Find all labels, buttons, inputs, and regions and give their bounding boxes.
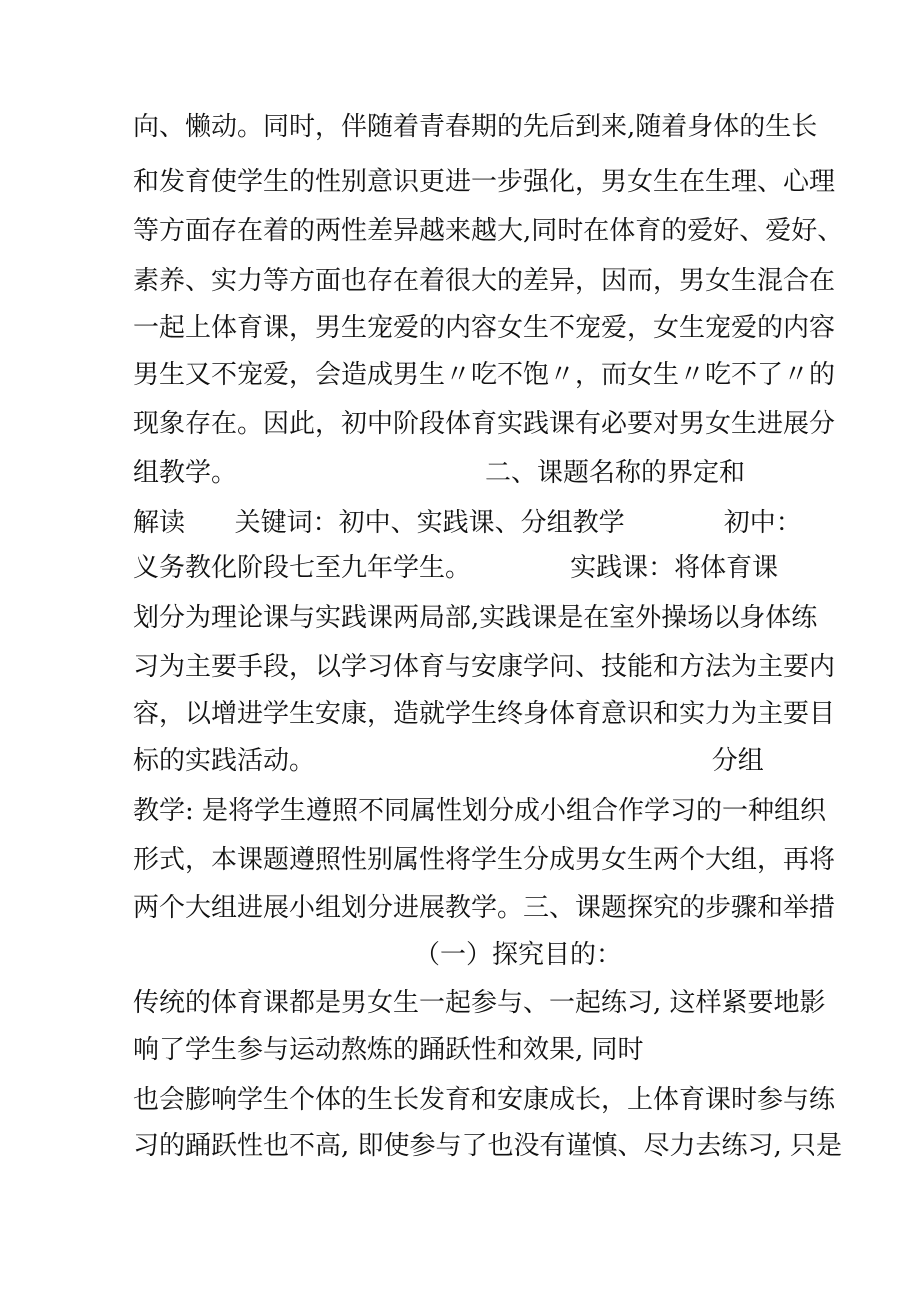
- text-line: 传统的体育课都是男女生一起参与、一起练习, 这样紧要地影: [133, 988, 826, 1018]
- text-line: 形式，本课题遵照性别属性将学生分成男女生两个大组，再将: [133, 845, 836, 875]
- text-line: 现象存在。因此，初中阶段体育实践课有必要对男女生进展分: [133, 409, 836, 439]
- text-line: 向、懒动。同时，伴随着青春期的先后到来,随着身体的生长: [133, 112, 818, 142]
- text-line: 组教学。 二、课题名称的界定和: [133, 458, 745, 488]
- text-line: 标的实践活动。 分组: [133, 746, 764, 776]
- text-line: 习的踊跃性也不高, 即使参与了也没有谨慎、尽力去练习, 只是: [133, 1131, 843, 1161]
- text-line: 划分为理论课与实践课两局部,实践课是在室外操场以身体练: [133, 603, 818, 633]
- text-line: 义务教化阶段七至九年学生。 实践课：将体育课: [133, 553, 779, 583]
- text-line: 响了学生参与运动熬炼的踊跃性和效果, 同时: [133, 1035, 644, 1065]
- text-line: 教学: 是将学生遵照不同属性划分成小组合作学习的一种组织: [133, 796, 827, 826]
- text-line: 容，以增进学生安康，造就学生终身体育意识和实力为主要目: [133, 699, 836, 729]
- text-line: 解读 关键词：初中、实践课、分组教学 初中：: [133, 508, 802, 538]
- text-line: 等方面存在着的两性差异越来越大,同时在体育的爱好、爱好、: [133, 216, 844, 246]
- text-line: （一）探究目的：: [133, 940, 622, 970]
- text-line: 习为主要手段，以学习体育与安康学问、技能和方法为主要内: [133, 652, 836, 682]
- text-line: 也会膨响学生个体的生长发育和安康成长，上体育课时参与练: [133, 1085, 836, 1115]
- text-line: 素养、实力等方面也存在着很大的差异，因而，男女生混合在: [133, 266, 836, 296]
- text-line: 和发育使学生的性别意识更进一步强化，男女生在生理、心理: [133, 167, 836, 197]
- text-line: 两个大组进展小组划分进展教学。三、课题探究的步骤和举措: [133, 893, 836, 923]
- text-line: 一起上体育课，男生宠爱的内容女生不宠爱，女生宠爱的内容: [133, 313, 836, 343]
- text-line: 男生又不宠爱，会造成男生〃吃不饱〃，而女生〃吃不了〃的: [133, 360, 836, 390]
